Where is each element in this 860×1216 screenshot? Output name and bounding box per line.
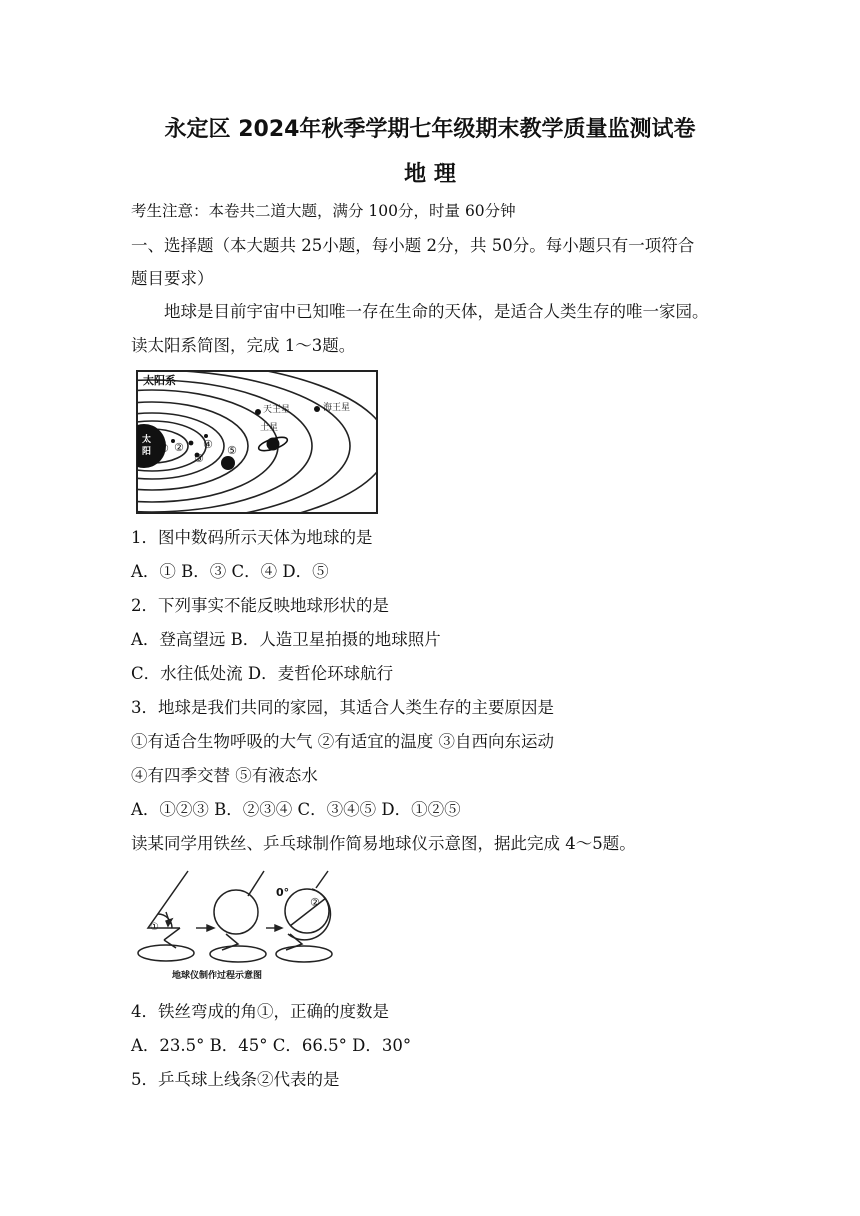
figure2-caption: 地球仪制作过程示意图 (172, 971, 263, 981)
marker-1: ① (159, 442, 169, 455)
globe-making-figure (130, 866, 340, 988)
exam-notice: 考生注意：本卷共二道大题，满分 100分，时量 60分钟 (131, 202, 516, 220)
intro2: 读某同学用铁丝、乒乓球制作简易地球仪示意图，据此完成 4～5题。 (131, 834, 636, 853)
marker-4: ④ (203, 438, 213, 451)
section1-line2: 题目要求） (131, 269, 214, 288)
q4-stem: 4．铁丝弯成的角①，正确的度数是 (131, 1002, 389, 1021)
q2-options-2: C．水往低处流 D．麦哲伦环球航行 (131, 664, 394, 683)
q4-options: A．23.5° B．45° C．66.5° D．30° (131, 1036, 412, 1055)
page-title: 永定区 2024年秋季学期七年级期末教学质量监测试卷 (164, 117, 696, 142)
sun-label-1: 太 (142, 435, 152, 445)
zero-degree-label: 0° (276, 886, 290, 899)
saturn-label: 土星 (260, 423, 279, 433)
figure1-title: 太阳系 (143, 374, 176, 387)
q3-statements-2: ④有四季交替 ⑤有液态水 (131, 766, 318, 785)
q2-stem: 2．下列事实不能反映地球形状的是 (131, 596, 389, 615)
subject-title: 地 理 (404, 162, 456, 187)
marker-2: ② (174, 441, 184, 454)
neptune-label: 海王星 (323, 403, 351, 413)
marker-angle-1: ① (150, 922, 159, 933)
q2-options-1: A．登高望远 B．人造卫星拍摄的地球照片 (131, 630, 441, 649)
planet-jupiter (221, 456, 235, 470)
uranus-dot (255, 409, 261, 415)
marker-3: ③ (194, 452, 204, 465)
section1-line1: 一、选择题（本大题共 25小题，每小题 2分，共 50分。每小题只有一项符合 (131, 236, 695, 255)
q1-stem: 1．图中数码所示天体为地球的是 (131, 528, 373, 547)
marker-5: ⑤ (227, 444, 237, 457)
planet-dot (189, 441, 194, 446)
solar-system-figure (134, 368, 380, 516)
q1-options: A．① B．③ C．④ D．⑤ (131, 562, 329, 581)
q3-stem: 3．地球是我们共同的家园，其适合人类生存的主要原因是 (131, 698, 554, 717)
q5-stem: 5．乒乓球上线条②代表的是 (131, 1070, 340, 1089)
intro-line1: 地球是目前宇宙中已知唯一存在生命的天体，是适合人类生存的唯一家园。 (164, 302, 709, 321)
uranus-label: 天王星 (263, 405, 291, 415)
neptune-dot (314, 406, 320, 412)
q3-statements-1: ①有适合生物呼吸的大气 ②有适宜的温度 ③自西向东运动 (131, 732, 554, 751)
sun-label-2: 阳 (142, 447, 152, 457)
q3-options: A．①②③ B．②③④ C．③④⑤ D．①②⑤ (131, 800, 461, 819)
intro-line2: 读太阳系简图，完成 1～3题。 (131, 336, 356, 355)
marker-line-2: ② (310, 896, 320, 909)
